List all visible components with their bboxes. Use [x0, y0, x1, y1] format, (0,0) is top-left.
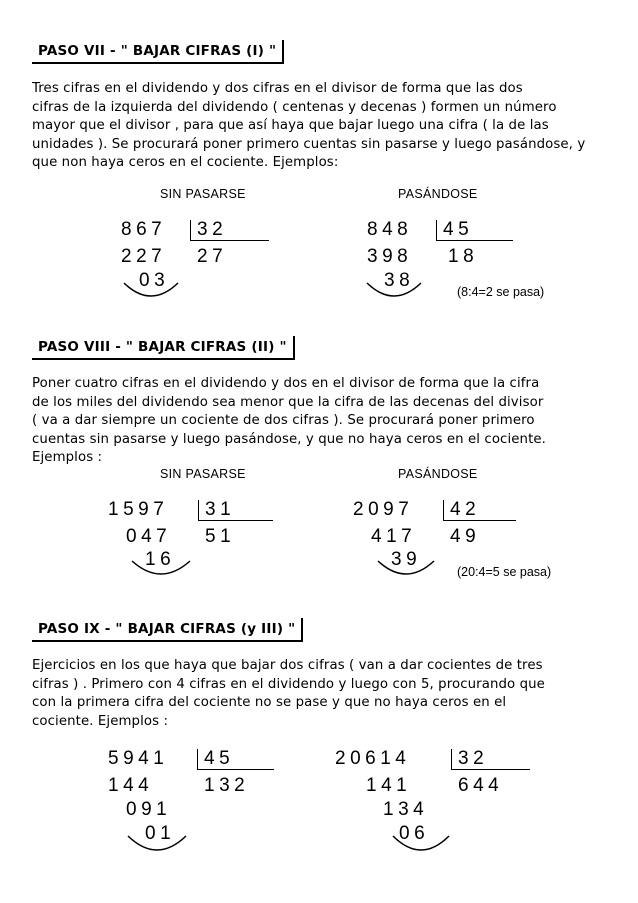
partial-remainder: 091: [126, 799, 172, 820]
example-label-pasandose: PASÁNDOSE: [398, 187, 478, 201]
paragraph-line: Poner cuatro cifras en el dividendo y dos en el divisor de forma que la cifra: [32, 376, 540, 391]
final-remainder: 03: [139, 270, 170, 291]
remainder-arc: [128, 557, 194, 581]
dividend: 867: [121, 219, 167, 240]
quotient: 49: [450, 526, 481, 547]
example-label-pasandose: PASÁNDOSE: [398, 467, 478, 481]
paragraph-line: ( va a dar siempre un cociente de dos cifras ). Se procurará poner primero: [32, 413, 535, 428]
dividend: 1597: [108, 499, 169, 520]
dividend: 2097: [353, 499, 414, 520]
paragraph-line: Ejercicios en los que haya que bajar dos cifras ( van a dar cocientes de tres: [32, 658, 543, 673]
remainder-arc: [120, 279, 182, 303]
section-heading-paso-ix: PASO IX - " BAJAR CIFRAS (y III) ": [32, 618, 303, 642]
quotient: 51: [205, 526, 236, 547]
divisor: 32: [458, 748, 489, 769]
example-note: (20:4=5 se pasa): [457, 565, 552, 579]
paragraph-line: mayor que el divisor , para que así haya que bajar luego una cifra ( la de las: [32, 118, 549, 133]
partial-remainder: 417: [371, 526, 417, 547]
paragraph-line: cifras ) . Primero con 4 cifras en el dividendo y luego con 5, procurando que: [32, 676, 545, 692]
paragraph-line: Tres cifras en el dividendo y dos cifras en el divisor de forma que las dos: [32, 81, 523, 96]
final-remainder: 01: [145, 823, 176, 844]
divisor: 31: [205, 499, 236, 520]
example-note: (8:4=2 se pasa): [457, 285, 545, 299]
final-remainder: 38: [384, 270, 415, 291]
divisor: 45: [443, 219, 474, 240]
section-paragraph-paso-viii: [32, 375, 606, 468]
quotient: 644: [458, 775, 504, 796]
paragraph-line: cociente. Ejemplos :: [32, 713, 169, 729]
paragraph-line: unidades ). Se procurará poner primero cuentas sin pasarse y luego pasándose, y: [32, 136, 586, 152]
remainder-arc: [389, 832, 453, 858]
quotient: 132: [204, 775, 250, 796]
paragraph-line: que non haya ceros en el cociente. Ejemplos:: [32, 155, 339, 170]
section-heading-paso-vii: PASO VII - " BAJAR CIFRAS (I) ": [32, 40, 284, 64]
partial-remainder: 047: [126, 526, 172, 547]
quotient: 18: [448, 246, 479, 267]
paragraph-line: con la primera cifra del cociente no se pase y que no haya ceros en el: [32, 695, 507, 710]
partial-remainder: 144: [108, 775, 154, 796]
paragraph-line: de los miles del dividendo sea menor que la cifra de las decenas del divisor: [32, 394, 544, 410]
final-remainder: 06: [399, 823, 430, 844]
dividend: 20614: [335, 748, 411, 769]
paragraph-line: cuentas sin pasarse y luego pasándose, y que no haya ceros en el cociente.: [32, 431, 546, 447]
paragraph-line: cifras de la izquierda del dividendo ( centenas y decenas ) formen un número: [32, 99, 557, 115]
divisor: 45: [204, 748, 235, 769]
example-label-sin-pasarse: SIN PASARSE: [160, 467, 246, 481]
dividend: 5941: [108, 748, 169, 769]
section-paragraph-paso-vii: [32, 80, 606, 173]
paragraph-line: Ejemplos :: [32, 450, 103, 465]
partial-remainder: 227: [121, 246, 167, 267]
final-remainder: 16: [145, 549, 176, 570]
section-paragraph-paso-ix: [32, 657, 606, 731]
example-label-sin-pasarse: SIN PASARSE: [160, 187, 246, 201]
partial-remainder: 141: [366, 775, 412, 796]
divisor: 32: [197, 219, 228, 240]
divisor: 42: [450, 499, 481, 520]
dividend: 848: [367, 219, 413, 240]
section-heading-paso-viii: PASO VIII - " BAJAR CIFRAS (II) ": [32, 336, 295, 360]
quotient: 27: [197, 246, 228, 267]
remainder-arc: [124, 832, 190, 858]
remainder-arc: [374, 557, 438, 581]
partial-remainder: 134: [383, 799, 429, 820]
final-remainder: 39: [391, 549, 422, 570]
partial-remainder: 398: [367, 246, 413, 267]
remainder-arc: [363, 279, 425, 303]
